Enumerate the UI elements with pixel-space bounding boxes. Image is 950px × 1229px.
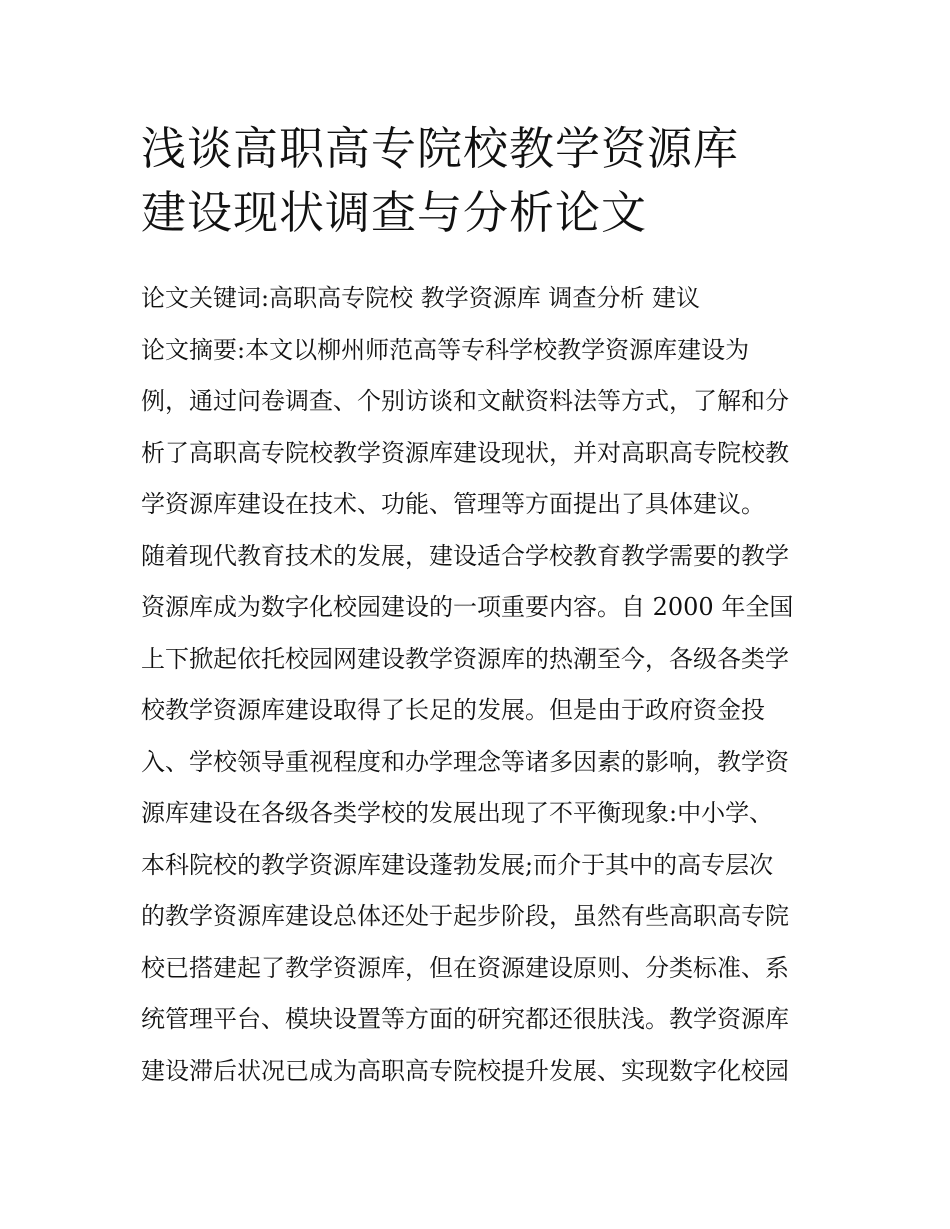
paragraph-line: 随着现代教育技术的发展，建设适合学校教育教学需要的教学 — [141, 541, 789, 570]
paragraph-line: 建设滞后状况已成为高职高专院校提升发展、实现数字化校园 — [141, 1056, 789, 1085]
paragraph-line: 校已搭建起了教学资源库，但在资源建设原则、分类标准、系 — [141, 953, 789, 982]
paragraph-line: 的教学资源库建设总体还处于起步阶段，虽然有些高职高专院 — [141, 902, 789, 930]
paragraph-line: 统管理平台、模块设置等方面的研究都还很肤浅。教学资源库 — [141, 1005, 789, 1033]
document-content — [141, 117, 821, 1097]
abstract-line: 学资源库建设在技术、功能、管理等方面提出了具体建议。 — [141, 490, 765, 518]
abstract-line: 例，通过问卷调查、个别访谈和文献资料法等方式，了解和分 — [141, 387, 789, 415]
paragraph-line: 源库建设在各级各类学校的发展出现了不平衡现象:中小学、 — [141, 799, 774, 827]
document-body — [141, 273, 821, 1097]
paragraph-line: 上下掀起依托校园网建设教学资源库的热潮至今，各级各类学 — [141, 644, 789, 673]
title-line-1: 浅谈高职高专院校教学资源库 — [141, 122, 740, 175]
keywords-line: 论文关键词:高职高专院校 教学资源库 调查分析 建议 — [141, 284, 700, 312]
document-title — [141, 117, 821, 245]
paragraph-line: 校教学资源库建设取得了长足的发展。但是由于政府资金投 — [141, 696, 765, 724]
abstract-line: 析了高职高专院校教学资源库建设现状，并对高职高专院校教 — [141, 438, 789, 467]
paragraph-line: 入、学校领导重视程度和办学理念等诸多因素的影响，教学资 — [141, 747, 789, 776]
title-line-2: 建设现状调查与分析论文 — [141, 186, 648, 239]
paragraph-line: 资源库成为数字化校园建设的一项重要内容。自 2000 年全国 — [141, 593, 794, 621]
abstract-line: 论文摘要:本文以柳州师范高等专科学校教学资源库建设为 — [141, 335, 750, 364]
paragraph-line: 本科院校的教学资源库建设蓬勃发展;而介于其中的高专层次 — [141, 850, 774, 879]
